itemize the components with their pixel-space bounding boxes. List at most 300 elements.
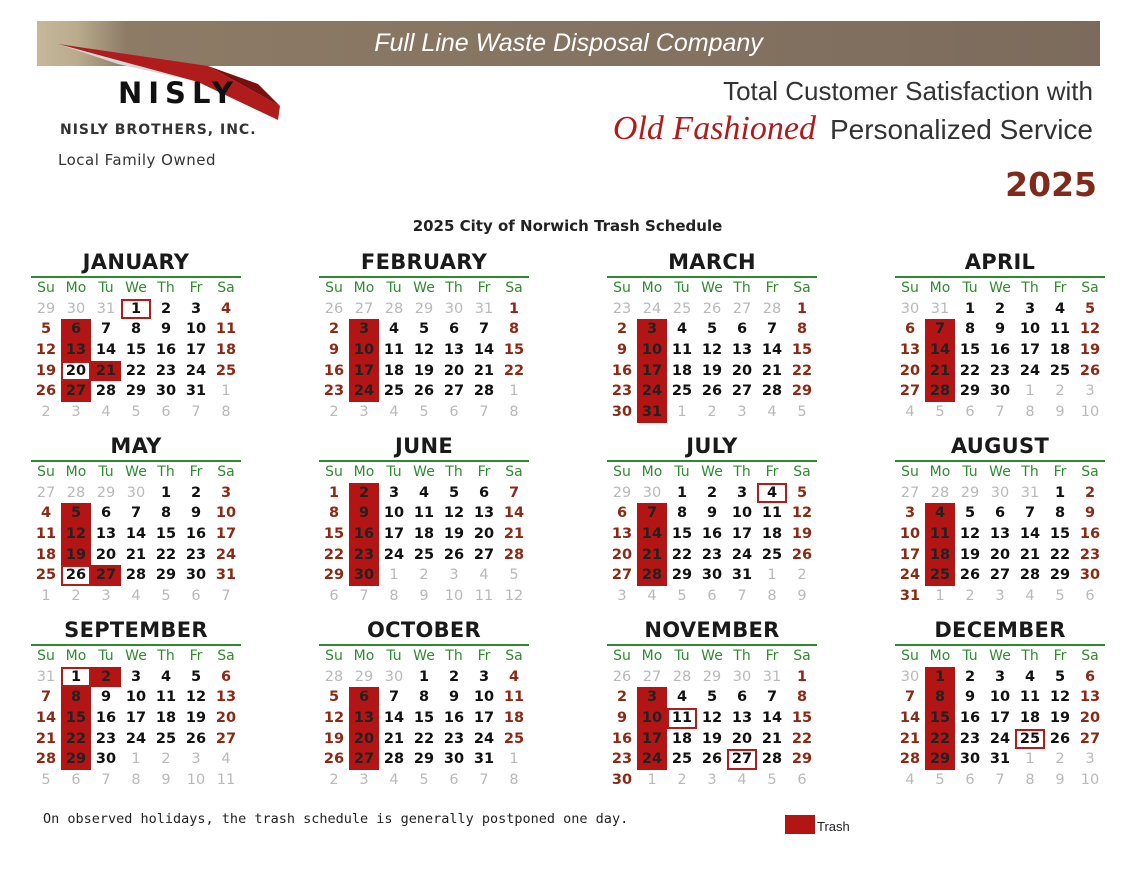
trash-day: 12 <box>61 524 91 545</box>
other-month-day: 9 <box>797 588 807 605</box>
week-row <box>895 586 1105 607</box>
week-row <box>607 749 817 770</box>
day-cell: 4 <box>676 321 688 338</box>
month-name: JULY <box>686 434 738 458</box>
other-month-day: 2 <box>797 567 807 584</box>
other-month-day: 30 <box>66 300 86 317</box>
weekday-label: Mo <box>353 648 375 664</box>
day-cell: 26 <box>701 383 723 400</box>
day-cell: 17 <box>125 710 147 727</box>
week-row <box>895 319 1105 340</box>
day-cell: 21 <box>761 362 783 379</box>
weekday-label: Mo <box>929 464 951 480</box>
day-cell: 3 <box>736 484 748 501</box>
day-cell: 23 <box>611 751 633 768</box>
day-cell: 25 <box>1049 362 1071 379</box>
day-cell: 8 <box>508 321 520 338</box>
marked-day: 1 <box>121 299 151 320</box>
day-cell: 22 <box>155 546 177 563</box>
day-cell: 16 <box>95 710 117 727</box>
weekday-label: Th <box>1021 280 1039 296</box>
day-cell: 30 <box>611 772 633 789</box>
day-cell: 16 <box>989 342 1011 359</box>
day-cell: 14 <box>473 342 495 359</box>
day-cell: 13 <box>611 526 633 543</box>
trash-day: 29 <box>925 749 955 770</box>
day-cell: 29 <box>155 567 177 584</box>
other-month-day: 31 <box>36 668 56 685</box>
marked-day: 20 <box>61 361 91 382</box>
other-month-day: 10 <box>1080 772 1100 789</box>
week-row <box>31 565 241 586</box>
week-row <box>31 381 241 402</box>
other-month-day: 4 <box>221 751 231 768</box>
week-row <box>895 299 1105 320</box>
other-month-day: 30 <box>444 300 464 317</box>
day-cell: 23 <box>95 730 117 747</box>
other-month-day: 1 <box>131 751 141 768</box>
other-month-day: 3 <box>359 772 369 789</box>
day-cell: 20 <box>473 526 495 543</box>
weekday-header <box>607 644 817 667</box>
other-month-day: 4 <box>131 588 141 605</box>
trash-day: 13 <box>61 340 91 361</box>
weekday-label: Sa <box>217 648 235 664</box>
other-month-day: 1 <box>767 567 777 584</box>
day-cell: 9 <box>160 321 172 338</box>
trash-day: 25 <box>925 565 955 586</box>
day-cell: 5 <box>40 321 52 338</box>
day-cell: 26 <box>791 546 813 563</box>
weekday-label: Su <box>901 280 919 296</box>
other-month-day: 4 <box>905 404 915 421</box>
week-row <box>31 340 241 361</box>
week-row <box>319 503 529 524</box>
weekday-label: Su <box>901 464 919 480</box>
week-row <box>607 586 817 607</box>
day-cell: 2 <box>190 484 202 501</box>
weekday-header <box>31 460 241 483</box>
month-name: APRIL <box>964 250 1036 274</box>
weekday-header <box>895 460 1105 483</box>
month-december <box>895 617 1105 791</box>
trash-day: 7 <box>925 319 955 340</box>
weekday-label: Sa <box>1081 464 1099 480</box>
weekday-label: We <box>701 280 723 296</box>
day-cell: 1 <box>418 668 430 685</box>
weekday-header <box>319 460 529 483</box>
day-cell: 11 <box>761 505 783 522</box>
weekday-label: Su <box>37 648 55 664</box>
other-month-day: 5 <box>935 404 945 421</box>
other-month-day: 8 <box>509 404 519 421</box>
other-month-day: 30 <box>732 668 752 685</box>
day-cell: 25 <box>503 730 525 747</box>
service-line <box>613 110 1093 148</box>
other-month-day: 3 <box>995 588 1005 605</box>
week-row <box>319 565 529 586</box>
day-cell: 29 <box>791 383 813 400</box>
day-cell: 23 <box>611 383 633 400</box>
day-cell: 12 <box>443 505 465 522</box>
week-row <box>31 770 241 791</box>
day-cell: 4 <box>388 321 400 338</box>
day-cell: 19 <box>185 710 207 727</box>
day-cell: 12 <box>701 710 723 727</box>
day-cell: 11 <box>671 342 693 359</box>
day-cell: 19 <box>1049 710 1071 727</box>
other-month-day: 8 <box>509 772 519 789</box>
day-cell: 14 <box>95 342 117 359</box>
trash-day: 15 <box>925 708 955 729</box>
other-month-day: 4 <box>389 772 399 789</box>
other-month-day: 2 <box>41 404 51 421</box>
weekday-label: We <box>125 648 147 664</box>
day-cell: 17 <box>1019 342 1041 359</box>
marked-day: 11 <box>667 708 697 729</box>
day-cell: 23 <box>989 362 1011 379</box>
trash-day: 27 <box>91 565 121 586</box>
trash-day: 9 <box>349 503 379 524</box>
weekday-label: Fr <box>1053 464 1067 480</box>
day-cell: 20 <box>731 362 753 379</box>
day-cell: 10 <box>125 689 147 706</box>
day-cell: 22 <box>791 730 813 747</box>
day-cell: 5 <box>1084 300 1096 317</box>
trash-day: 8 <box>61 687 91 708</box>
other-month-day: 3 <box>617 588 627 605</box>
day-cell: 6 <box>736 689 748 706</box>
day-cell: 14 <box>761 710 783 727</box>
weekday-label: Th <box>733 648 751 664</box>
other-month-day: 4 <box>479 567 489 584</box>
other-month-day: 5 <box>419 772 429 789</box>
day-cell: 16 <box>959 710 981 727</box>
day-cell: 4 <box>1024 668 1036 685</box>
trash-day: 16 <box>349 524 379 545</box>
week-row <box>31 545 241 566</box>
week-row <box>319 402 529 423</box>
weekday-label: Th <box>733 464 751 480</box>
weekday-label: Th <box>445 464 463 480</box>
day-cell: 15 <box>791 710 813 727</box>
day-cell: 6 <box>220 668 232 685</box>
day-cell: 11 <box>503 689 525 706</box>
week-row <box>31 524 241 545</box>
day-cell: 25 <box>761 546 783 563</box>
day-cell: 5 <box>706 321 718 338</box>
other-month-day: 4 <box>389 404 399 421</box>
week-row <box>607 340 817 361</box>
day-cell: 29 <box>125 383 147 400</box>
week-row <box>895 687 1105 708</box>
weekday-label: Sa <box>793 464 811 480</box>
month-name: JANUARY <box>82 250 190 274</box>
day-cell: 8 <box>130 321 142 338</box>
other-month-day: 6 <box>449 772 459 789</box>
week-row <box>895 381 1105 402</box>
weekday-label: Mo <box>65 464 87 480</box>
other-month-day: 5 <box>161 588 171 605</box>
day-cell: 11 <box>413 505 435 522</box>
weekday-label: Fr <box>477 648 491 664</box>
day-cell: 28 <box>761 383 783 400</box>
day-cell: 18 <box>413 526 435 543</box>
other-month-day: 2 <box>677 772 687 789</box>
trash-day: 10 <box>637 340 667 361</box>
day-cell: 4 <box>1054 300 1066 317</box>
other-month-day: 3 <box>737 404 747 421</box>
day-cell: 9 <box>616 710 628 727</box>
other-month-day: 9 <box>419 588 429 605</box>
trash-day: 3 <box>349 319 379 340</box>
day-cell: 30 <box>1079 567 1101 584</box>
weekday-label: Mo <box>65 280 87 296</box>
weekday-label: Fr <box>189 648 203 664</box>
other-month-day: 31 <box>930 300 950 317</box>
day-cell: 18 <box>1019 710 1041 727</box>
day-cell: 25 <box>215 362 237 379</box>
day-cell: 19 <box>413 362 435 379</box>
day-cell: 8 <box>418 689 430 706</box>
trash-day: 10 <box>349 340 379 361</box>
other-month-day: 7 <box>479 404 489 421</box>
trash-day: 22 <box>925 729 955 750</box>
other-month-day: 7 <box>995 772 1005 789</box>
trash-day: 28 <box>637 565 667 586</box>
day-cell: 12 <box>701 342 723 359</box>
other-month-day: 8 <box>1025 772 1035 789</box>
other-month-day: 1 <box>41 588 51 605</box>
day-cell: 22 <box>791 362 813 379</box>
other-month-day: 5 <box>1055 588 1065 605</box>
day-cell: 4 <box>418 484 430 501</box>
company-logo <box>58 44 298 174</box>
day-cell: 14 <box>761 342 783 359</box>
day-cell: 10 <box>383 505 405 522</box>
other-month-day: 11 <box>216 772 236 789</box>
day-cell: 20 <box>731 730 753 747</box>
day-cell: 24 <box>473 730 495 747</box>
day-cell: 14 <box>35 710 57 727</box>
other-month-day: 1 <box>1025 751 1035 768</box>
day-cell: 18 <box>35 546 57 563</box>
day-cell: 13 <box>989 526 1011 543</box>
day-cell: 1 <box>964 300 976 317</box>
day-cell: 7 <box>388 689 400 706</box>
trash-day: 21 <box>637 545 667 566</box>
week-row <box>319 524 529 545</box>
week-row <box>319 770 529 791</box>
other-month-day: 4 <box>737 772 747 789</box>
other-month-day: 4 <box>767 404 777 421</box>
other-month-day: 6 <box>329 588 339 605</box>
day-cell: 27 <box>443 383 465 400</box>
day-cell: 12 <box>35 342 57 359</box>
weekday-label: Sa <box>505 280 523 296</box>
day-cell: 27 <box>611 567 633 584</box>
month-october <box>319 617 529 791</box>
day-cell: 15 <box>959 342 981 359</box>
day-cell: 9 <box>964 689 976 706</box>
month-name: FEBRUARY <box>360 250 488 274</box>
day-cell: 25 <box>155 730 177 747</box>
other-month-day: 1 <box>647 772 657 789</box>
day-cell: 27 <box>215 730 237 747</box>
month-name: MARCH <box>668 250 756 274</box>
trash-day: 15 <box>61 708 91 729</box>
day-cell: 16 <box>443 710 465 727</box>
other-month-day: 5 <box>41 772 51 789</box>
other-month-day: 2 <box>707 404 717 421</box>
day-cell: 3 <box>130 668 142 685</box>
weekday-label: Mo <box>641 280 663 296</box>
day-cell: 29 <box>1049 567 1071 584</box>
day-cell: 27 <box>473 546 495 563</box>
day-cell: 14 <box>1019 526 1041 543</box>
day-cell: 8 <box>1054 505 1066 522</box>
day-cell: 26 <box>959 567 981 584</box>
month-february <box>319 249 529 423</box>
day-cell: 20 <box>215 710 237 727</box>
other-month-day: 8 <box>131 772 141 789</box>
week-row <box>895 749 1105 770</box>
day-cell: 25 <box>413 546 435 563</box>
day-cell: 20 <box>899 362 921 379</box>
day-cell: 23 <box>701 546 723 563</box>
week-row <box>607 729 817 750</box>
day-cell: 28 <box>383 751 405 768</box>
day-cell: 23 <box>443 730 465 747</box>
day-cell: 19 <box>701 362 723 379</box>
weekday-label: Tu <box>962 464 978 480</box>
day-cell: 28 <box>35 751 57 768</box>
other-month-day: 3 <box>707 772 717 789</box>
day-cell: 7 <box>1024 505 1036 522</box>
day-cell: 4 <box>40 505 52 522</box>
day-cell: 24 <box>185 362 207 379</box>
other-month-day: 28 <box>762 300 782 317</box>
day-cell: 24 <box>1019 362 1041 379</box>
day-cell: 3 <box>190 300 202 317</box>
weekday-label: Fr <box>765 280 779 296</box>
other-month-day: 1 <box>509 751 519 768</box>
day-cell: 6 <box>1084 668 1096 685</box>
week-row <box>607 687 817 708</box>
other-month-day: 6 <box>191 588 201 605</box>
day-cell: 22 <box>671 546 693 563</box>
day-cell: 19 <box>323 730 345 747</box>
day-cell: 5 <box>448 484 460 501</box>
day-cell: 8 <box>676 505 688 522</box>
weekday-label: Tu <box>98 648 114 664</box>
day-cell: 8 <box>796 321 808 338</box>
other-month-day: 12 <box>504 588 524 605</box>
other-month-day: 26 <box>324 300 344 317</box>
other-month-day: 30 <box>126 484 146 501</box>
weekday-label: Th <box>445 280 463 296</box>
day-cell: 21 <box>383 730 405 747</box>
other-month-day: 4 <box>647 588 657 605</box>
trash-day: 19 <box>61 545 91 566</box>
personalized-service-text: Personalized Service <box>829 114 1093 145</box>
weekday-label: Sa <box>505 464 523 480</box>
day-cell: 22 <box>125 362 147 379</box>
day-cell: 26 <box>35 383 57 400</box>
day-cell: 16 <box>185 526 207 543</box>
other-month-day: 30 <box>900 668 920 685</box>
day-cell: 25 <box>671 383 693 400</box>
day-cell: 10 <box>1019 321 1041 338</box>
day-cell: 14 <box>503 505 525 522</box>
trash-day: 17 <box>349 361 379 382</box>
week-row <box>895 545 1105 566</box>
day-cell: 27 <box>989 567 1011 584</box>
day-cell: 17 <box>899 546 921 563</box>
marked-day: 1 <box>61 667 91 688</box>
month-november <box>607 617 817 791</box>
month-april <box>895 249 1105 423</box>
other-month-day: 27 <box>732 300 752 317</box>
day-cell: 3 <box>1024 300 1036 317</box>
weekday-header <box>607 460 817 483</box>
other-month-day: 5 <box>509 567 519 584</box>
other-month-day: 28 <box>672 668 692 685</box>
other-month-day: 7 <box>359 588 369 605</box>
day-cell: 9 <box>328 342 340 359</box>
day-cell: 5 <box>964 505 976 522</box>
trash-day: 27 <box>349 749 379 770</box>
other-month-day: 7 <box>479 772 489 789</box>
day-cell: 18 <box>1049 342 1071 359</box>
other-month-day: 31 <box>96 300 116 317</box>
weekday-label: Su <box>325 648 343 664</box>
day-cell: 21 <box>473 362 495 379</box>
day-cell: 26 <box>1049 730 1071 747</box>
day-cell: 7 <box>478 321 490 338</box>
week-row <box>895 361 1105 382</box>
month-name: OCTOBER <box>366 618 482 642</box>
week-row <box>319 586 529 607</box>
day-cell: 14 <box>125 526 147 543</box>
weekday-label: Th <box>157 280 175 296</box>
day-cell: 17 <box>383 526 405 543</box>
day-cell: 10 <box>215 505 237 522</box>
week-row <box>607 483 817 504</box>
other-month-day: 1 <box>221 383 231 400</box>
day-cell: 10 <box>185 321 207 338</box>
other-month-day: 3 <box>359 404 369 421</box>
other-month-day: 3 <box>1085 383 1095 400</box>
day-cell: 7 <box>508 484 520 501</box>
day-cell: 23 <box>185 546 207 563</box>
day-cell: 23 <box>1079 546 1101 563</box>
weekday-label: Fr <box>765 648 779 664</box>
other-month-day: 5 <box>935 772 945 789</box>
other-month-day: 3 <box>191 751 201 768</box>
trash-day: 22 <box>61 729 91 750</box>
day-cell: 4 <box>220 300 232 317</box>
weekday-label: We <box>413 280 435 296</box>
weekday-label: We <box>989 280 1011 296</box>
marked-day: 26 <box>61 565 91 586</box>
weekday-header <box>31 276 241 299</box>
day-cell: 18 <box>503 710 525 727</box>
day-cell: 24 <box>125 730 147 747</box>
trash-day: 7 <box>637 503 667 524</box>
trash-day: 28 <box>925 381 955 402</box>
day-cell: 26 <box>701 751 723 768</box>
